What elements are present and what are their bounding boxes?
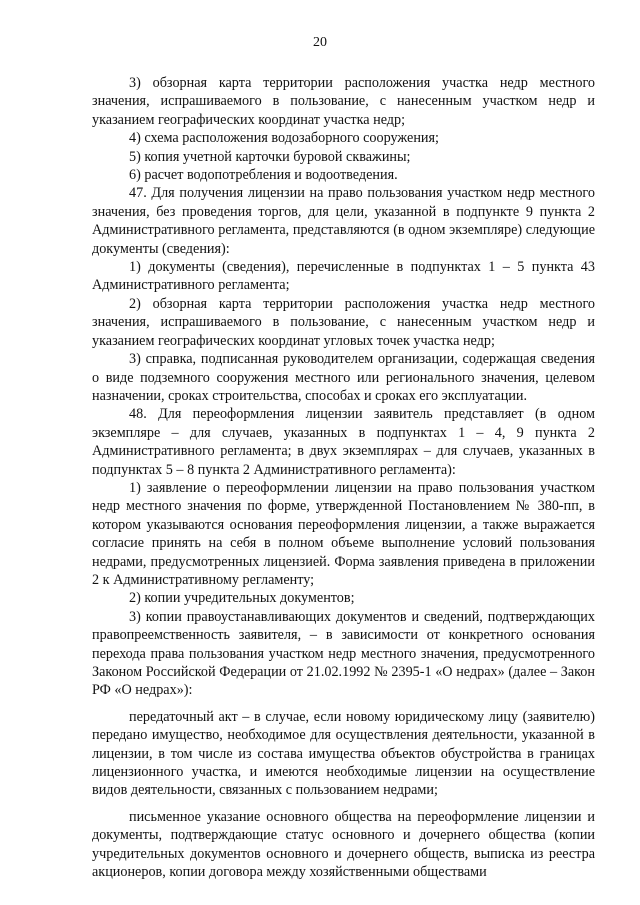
paragraph-item-4-scheme: 4) схема расположения водозаборного сооружения; <box>129 130 439 147</box>
paragraph-item-3-map: 3) обзорная карта территории расположения участка недр местного значения, испрашиваемого в пользование, с нанесенным участком недр и указанием географических координат участка недр; <box>92 75 595 128</box>
paragraph-clause-47: 47. Для получения лицензии на право пользования участком недр местного значения, без проведения торгов, для цели, указанной в подпункте 9 пункта 2 Административного регламента, представляются (в одном экземпляре) следующие документы (сведения): <box>92 185 595 257</box>
paragraph-clause-47-item-2: 2) обзорная карта территории расположения участка недр местного значения, испрашиваемого в пользование, с нанесенным участком недр и указанием географических координат угловых точек участка недр; <box>92 295 595 349</box>
paragraph-gap <box>92 800 595 808</box>
paragraph-item-6-water-calc: 6) расчет водопотребления и водоотведения. <box>129 167 398 184</box>
paragraph-clause-47-item-1: 1) документы (сведения), перечисленные в подпунктах 1 – 5 пункта 43 Административного регламента; <box>92 259 595 294</box>
paragraph-item-5-well-card: 5) копия учетной карточки буровой скважины; <box>129 148 411 165</box>
paragraph-clause-48-item-2: 2) копии учредительных документов; <box>129 590 355 607</box>
paragraph-clause-48: 48. Для переоформления лицензии заявитель представляет (в одном экземпляре – для случаев, указанных в подпунктах 1 – 4, 9 пункта 2 Административного регламента; в двух экземплярах – для случаев, указанных в подпунктах 5 – 8 пункта 2 Административного регламента): <box>92 406 595 478</box>
paragraph-transfer-act: передаточный акт – в случае, если новому юридическому лицу (заявителю) передано имущество, необходимое для осуществления деятельности, указанной в лицензии, в том числе из состава имущества объектов обустройства в границах лицензионного участка, и имеются необходимые лицензии на осуществление видов деятельности, связанных с пользованием недрами; <box>92 708 595 799</box>
paragraph-clause-48-item-3: 3) копии правоустанавливающих документов и сведений, подтверждающих правопреемственность заявителя, – в зависимости от конкретного основания перехода права пользования участком недр местного значения, предусмотренного Законом Российской Федерации от 21.02.1992 № 2395-1 «О недрах» (далее – Закон РФ «О недрах»): <box>92 608 595 699</box>
page-number: 20 <box>313 35 327 50</box>
paragraph-clause-48-item-1: 1) заявление о переоформлении лицензии на право пользования участком недр местного значения по форме, утвержденной Постановлением № 380-пп, в котором указываются основания переоформления лицензии, а также выражается согласие принять на себя в полном объеме выполнение условий пользования недрами, предусмотренных лицензией. Форма заявления приведена в приложении 2 к Административному регламенту; <box>92 479 595 588</box>
document-body <box>92 74 595 881</box>
paragraph-parent-company-instruction: письменное указание основного общества на переоформление лицензии и документы, подтверждающие статус основного и дочернего общества (копии учредительных документов основного и дочернего обществ, выписка из реестра акционеров, копии договора между хозяйственными обществами <box>92 808 595 881</box>
paragraph-clause-47-item-3: 3) справка, подписанная руководителем организации, содержащая сведения о виде подземного сооружения местного или регионального значения, целевом назначении, сроках строительства, способах и сроках его эксплуатации. <box>92 351 595 404</box>
paragraph-gap <box>92 700 595 708</box>
